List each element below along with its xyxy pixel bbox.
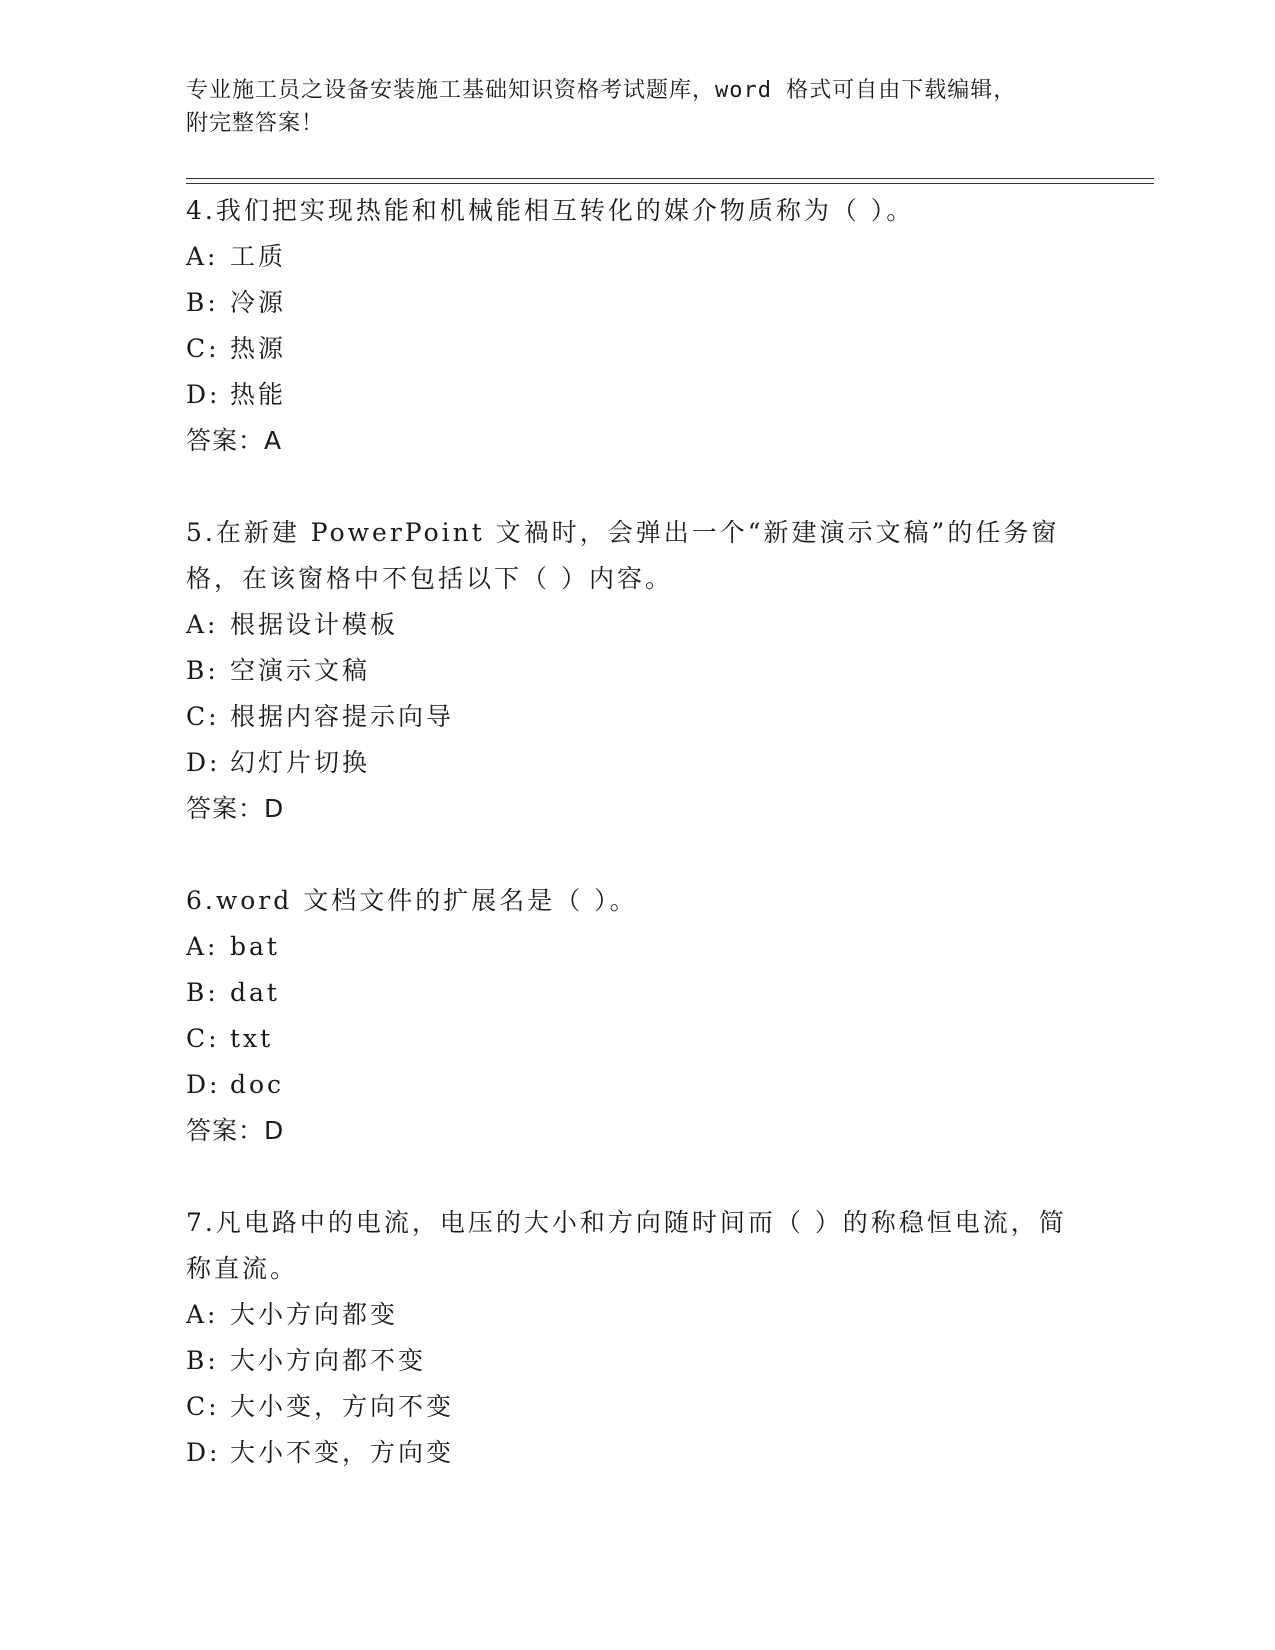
answer-line: 答案：A [186, 426, 283, 455]
header-divider-top [186, 178, 1154, 179]
option-c [186, 1016, 1086, 1062]
option-c [186, 1384, 1086, 1430]
header-line-2: 附完整答案！ [186, 111, 325, 136]
option-value: 根据内容提示向导 [230, 702, 455, 731]
option-value: 空演示文稿 [230, 656, 371, 685]
question-6 [186, 878, 1086, 1154]
option-b [186, 970, 1086, 1016]
option-key: A: [186, 932, 219, 961]
option-key: C: [186, 702, 220, 731]
answer-line: 答案：D [186, 1116, 285, 1145]
question-text: 7.凡电路中的电流，电压的大小和方向随时间而（ ）的称稳恒电流，简称直流。 [186, 1208, 1067, 1283]
question-text: 6.word 文档文件的扩展名是（ ）。 [186, 886, 638, 915]
option-key: D: [186, 1438, 221, 1467]
option-value: 大小不变，方向变 [230, 1438, 455, 1467]
option-value: 大小变，方向不变 [230, 1392, 455, 1421]
question-list [186, 188, 1086, 1522]
option-value: 幻灯片切换 [230, 748, 371, 777]
question-4 [186, 188, 1086, 464]
option-a [186, 924, 1086, 970]
option-key: A: [186, 1300, 219, 1329]
option-value: txt [230, 1024, 274, 1053]
option-key: B: [186, 288, 219, 317]
answer-line: 答案：D [186, 794, 285, 823]
option-value: dat [230, 978, 280, 1007]
option-c [186, 694, 1086, 740]
option-b [186, 280, 1086, 326]
option-d [186, 1430, 1086, 1476]
question-7 [186, 1200, 1086, 1476]
option-value: 大小方向都不变 [230, 1346, 427, 1375]
option-key: D: [186, 380, 221, 409]
option-value: doc [230, 1070, 285, 1099]
question-text: 5.在新建 PowerPoint 文禍时，会弹出一个“新建演示文稿”的任务窗格，在该窗格中不包括以下（ ）内容。 [186, 518, 1060, 593]
option-key: D: [186, 1070, 221, 1099]
option-key: B: [186, 656, 219, 685]
option-value: 根据设计模板 [230, 610, 399, 639]
option-a [186, 602, 1086, 648]
option-key: D: [186, 748, 221, 777]
question-text: 4.我们把实现热能和机械能相互转化的媒介物质称为（ ）。 [186, 196, 915, 225]
option-d [186, 372, 1086, 418]
document-header [186, 74, 1086, 140]
option-value: 热能 [230, 380, 287, 409]
option-key: C: [186, 1392, 220, 1421]
option-c [186, 326, 1086, 372]
option-d [186, 1062, 1086, 1108]
option-key: C: [186, 334, 220, 363]
option-b [186, 1338, 1086, 1384]
option-d [186, 740, 1086, 786]
option-key: A: [186, 610, 219, 639]
option-value: 大小方向都变 [230, 1300, 399, 1329]
option-value: bat [230, 932, 280, 961]
option-value: 热源 [230, 334, 287, 363]
option-value: 冷源 [230, 288, 287, 317]
option-key: B: [186, 978, 219, 1007]
option-key: C: [186, 1024, 220, 1053]
option-b [186, 648, 1086, 694]
question-5 [186, 510, 1086, 832]
option-value: 工质 [230, 242, 287, 271]
option-a [186, 234, 1086, 280]
option-key: A: [186, 242, 219, 271]
option-a [186, 1292, 1086, 1338]
header-line-1: 专业施工员之设备安装施工基础知识资格考试题库，word 格式可自由下载编辑， [186, 78, 1017, 103]
option-key: B: [186, 1346, 219, 1375]
header-divider-bottom [186, 183, 1154, 184]
